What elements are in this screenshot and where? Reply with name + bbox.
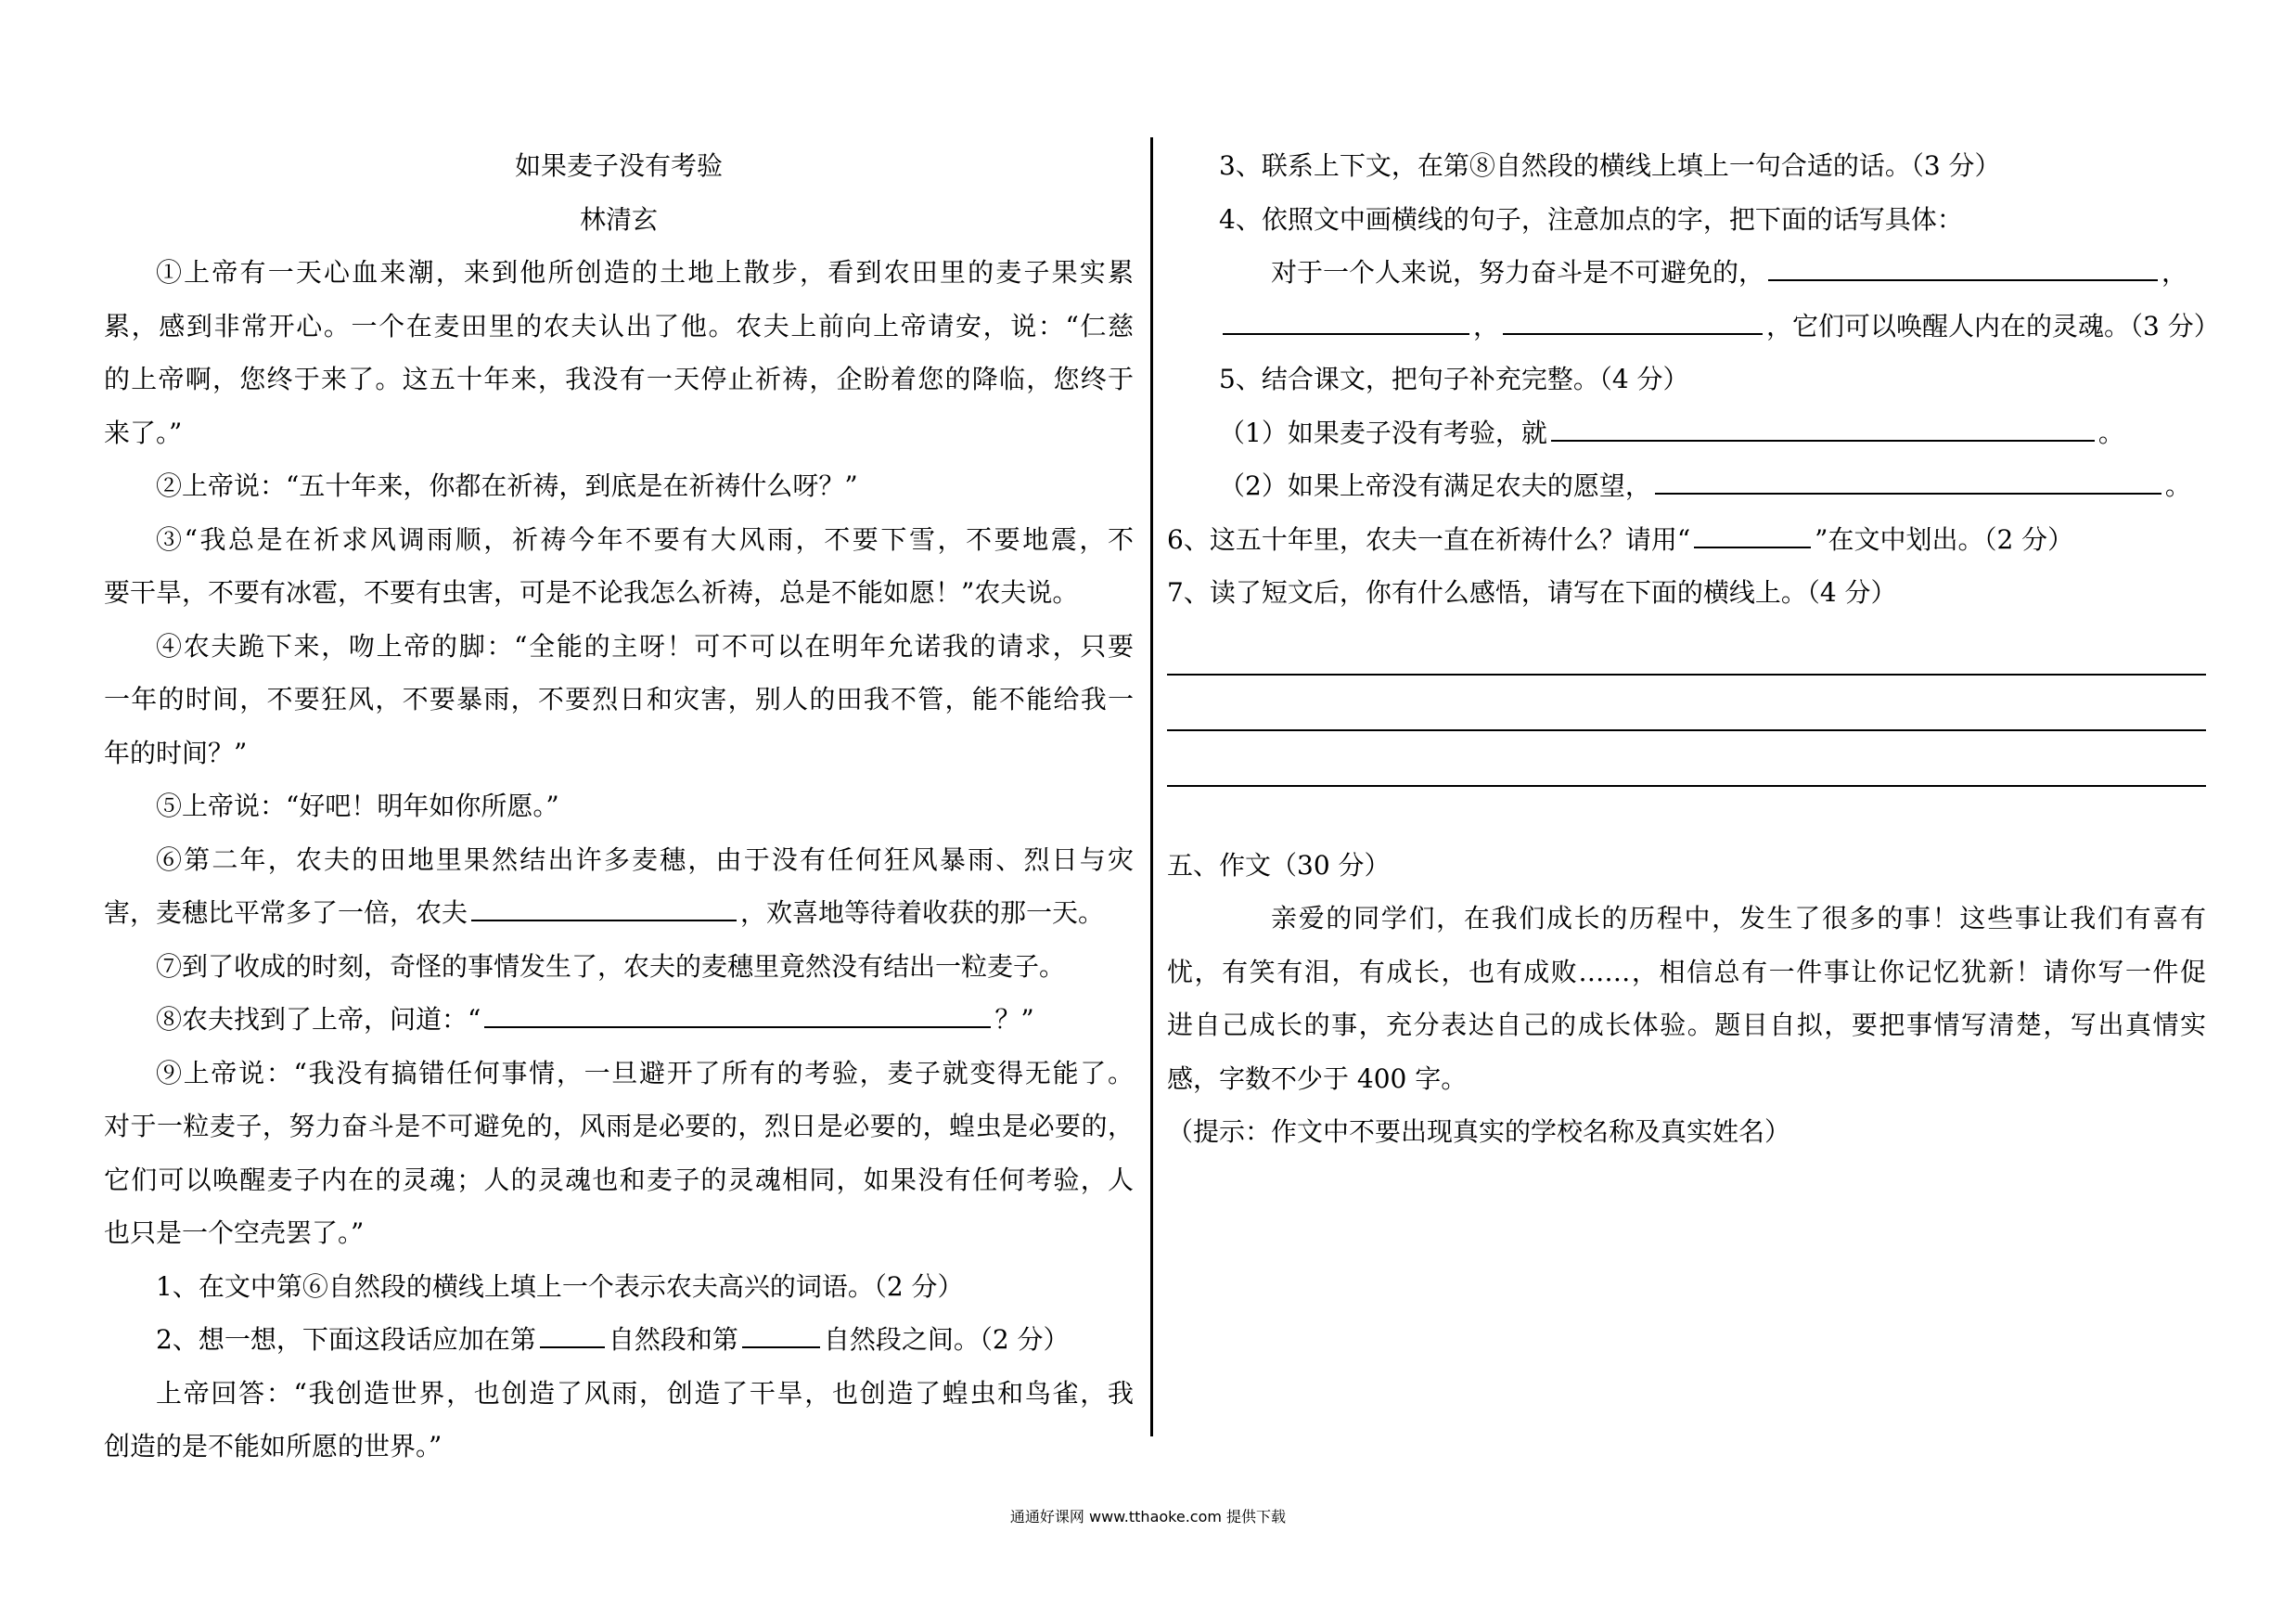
question-text: 。 [2164, 470, 2191, 501]
composition-hint: （提示：作文中不要出现真实的学校名称及真实姓名） [1167, 1116, 1791, 1147]
passage-line: 累，感到非常开心。一个在麦田里的农夫认出了他。农夫上前向上帝请安，说：“仁慈 [104, 310, 1134, 341]
question-5: 5、结合课文，把句子补充完整。（4 分） [1219, 364, 1689, 394]
composition-heading: 五、作文（30 分） [1167, 849, 1391, 881]
question-text: ， [1473, 310, 1500, 341]
answer-line[interactable] [1167, 731, 2206, 787]
answer-blank-q2-first[interactable] [540, 1322, 605, 1348]
question-text: 6、这五十年里，农夫一直在祈祷什么？请用“ [1167, 523, 1691, 555]
question-text: 2、想一想，下面这段话应加在第 [156, 1324, 536, 1355]
passage-line: ③“我总是在祈求风调雨顺，祈祷今年不要有大风雨，不要下雪，不要地震，不 [156, 523, 1134, 555]
passage-line: ②上帝说：“五十年来，你都在祈祷，到底是在祈祷什么呀？” [156, 470, 858, 501]
passage-line-with-blank [104, 886, 1134, 940]
answer-blank-q5-2[interactable] [1655, 469, 2161, 495]
question-2 [104, 1313, 1134, 1367]
passage-line: ⑥第二年，农夫的田地里果然结出许多麦穗，由于没有任何狂风暴雨、烈日与灾 [156, 843, 1134, 875]
answer-line[interactable] [1167, 620, 2206, 676]
composition-prompt-line: 忧，有笑有泪，有成长，也有成败……，相信总有一件事让你记忆犹新！请你写一件促 [1167, 956, 2206, 987]
passage-line: ①上帝有一天心血来潮，来到他所创造的土地上散步，看到农田里的麦子果实累 [156, 257, 1134, 288]
passage-text: ⑧农夫找到了上帝，问道：“ [156, 1004, 481, 1035]
passage-line: ⑨上帝说：“我没有搞错任何事情，一旦避开了所有的考验，麦子就变得无能了。 [156, 1057, 1134, 1088]
question-6 [1167, 513, 2206, 567]
question-text: 自然段和第 [608, 1324, 738, 1355]
passage-author: 林清玄 [579, 203, 658, 235]
passage-text: ，欢喜地等待着收获的那一天。 [740, 897, 1105, 928]
answer-line[interactable] [1167, 676, 2206, 731]
questions-column [1167, 139, 2220, 1159]
composition-prompt-line: 感，字数不少于 400 字。 [1167, 1062, 1468, 1094]
spacer [1167, 787, 2206, 839]
answer-blank-q4-second[interactable] [1223, 309, 1469, 335]
answer-blank-q4-first[interactable] [1768, 255, 2158, 281]
passage-line: 也只是一个空壳罢了。” [104, 1217, 365, 1248]
question-3: 3、联系上下文，在第⑧自然段的横线上填上一句合适的话。（3 分） [1219, 150, 2001, 181]
question-4-fill-line [1167, 246, 2206, 300]
passage-text: 害，麦穗比平常多了一倍，农夫 [104, 897, 468, 928]
question-7: 7、读了短文后，你有什么感悟，请写在下面的横线上。（4 分） [1167, 577, 1897, 608]
question-4: 4、依照文中画横线的句子，注意加点的字，把下面的话写具体： [1219, 203, 1963, 235]
question-text: 自然段之间。（2 分） [823, 1324, 1070, 1355]
passage-line: ⑤上帝说：“好吧！明年如你所愿。” [156, 791, 559, 821]
question-2-quote: 创造的是不能如所愿的世界。” [104, 1431, 443, 1461]
passage-line-with-blank [104, 993, 1134, 1047]
question-text: ”在文中划出。（2 分） [1815, 523, 2074, 555]
question-text: （1）如果麦子没有考验，就 [1219, 417, 1547, 448]
composition-prompt-line: 进自己成长的事，充分表达自己的成长体验。题目自拟，要把事情写清楚，写出真情实 [1167, 1010, 2206, 1040]
passage-line: 对于一粒麦子，努力奋斗是不可避免的，风雨是必要的，烈日是必要的，蝗虫是必要的， [104, 1111, 1134, 1141]
answer-blank-q6[interactable] [1694, 522, 1811, 548]
answer-blank-q2-second[interactable] [742, 1322, 820, 1348]
passage-line: 的上帝啊，您终于来了。这五十年来，我没有一天停止祈祷，企盼着您的降临，您终于 [104, 364, 1134, 394]
question-1: 1、在文中第⑥自然段的横线上填上一个表示农夫高兴的词语。（2 分） [156, 1270, 964, 1302]
composition-prompt-line: 亲爱的同学们，在我们成长的历程中，发生了很多的事！这些事让我们有喜有 [1271, 903, 2206, 933]
question-5-2 [1167, 459, 2206, 513]
question-text: ， [2161, 257, 2188, 288]
passage-line: 年的时间？” [104, 737, 248, 768]
question-text: （2）如果上帝没有满足农夫的愿望， [1219, 470, 1651, 501]
passage-line: ⑦到了收成的时刻，奇怪的事情发生了，农夫的麦穗里竟然没有结出一粒麦子。 [156, 950, 1066, 982]
passage-line: 来了。” [104, 417, 183, 448]
passage-line: 它们可以唤醒麦子内在的灵魂；人的灵魂也和麦子的灵魂相同，如果没有任何考验，人 [104, 1164, 1134, 1195]
question-4-fill-line [1167, 300, 2220, 354]
passage-line: ④农夫跪下来，吻上帝的脚：“全能的主呀！可不可以在明年允诺我的请求，只要 [156, 630, 1134, 662]
passage-line: 要干旱，不要有冰雹，不要有虫害，可是不论我怎么祈祷，总是不能如愿！”农夫说。 [104, 577, 1079, 608]
question-text: 对于一个人来说，努力奋斗是不可避免的， [1271, 257, 1765, 288]
reading-passage-column [104, 139, 1134, 1474]
passage-line: 一年的时间，不要狂风，不要暴雨，不要烈日和灾害，别人的田我不管，能不能给我一 [104, 684, 1134, 714]
answer-blank-q4-third[interactable] [1503, 309, 1763, 335]
passage-title: 如果麦子没有考验 [514, 150, 723, 181]
answer-blank-q5-1[interactable] [1551, 416, 2095, 442]
passage-text: ？” [994, 1004, 1034, 1035]
answer-blank-paragraph-6[interactable] [471, 895, 737, 921]
column-divider [1150, 137, 1153, 1436]
question-text: 。 [2097, 417, 2124, 448]
question-text: ，它们可以唤醒人内在的灵魂。（3 分） [1766, 310, 2220, 341]
answer-blank-paragraph-8[interactable] [484, 1002, 991, 1028]
question-2-quote: 上帝回答：“我创造世界，也创造了风雨，创造了干旱，也创造了蝗虫和鸟雀，我 [156, 1377, 1134, 1409]
question-5-1 [1167, 406, 2206, 460]
footer-source: 通通好课网 www.tthaoke.com 提供下载 [1009, 1508, 1287, 1525]
